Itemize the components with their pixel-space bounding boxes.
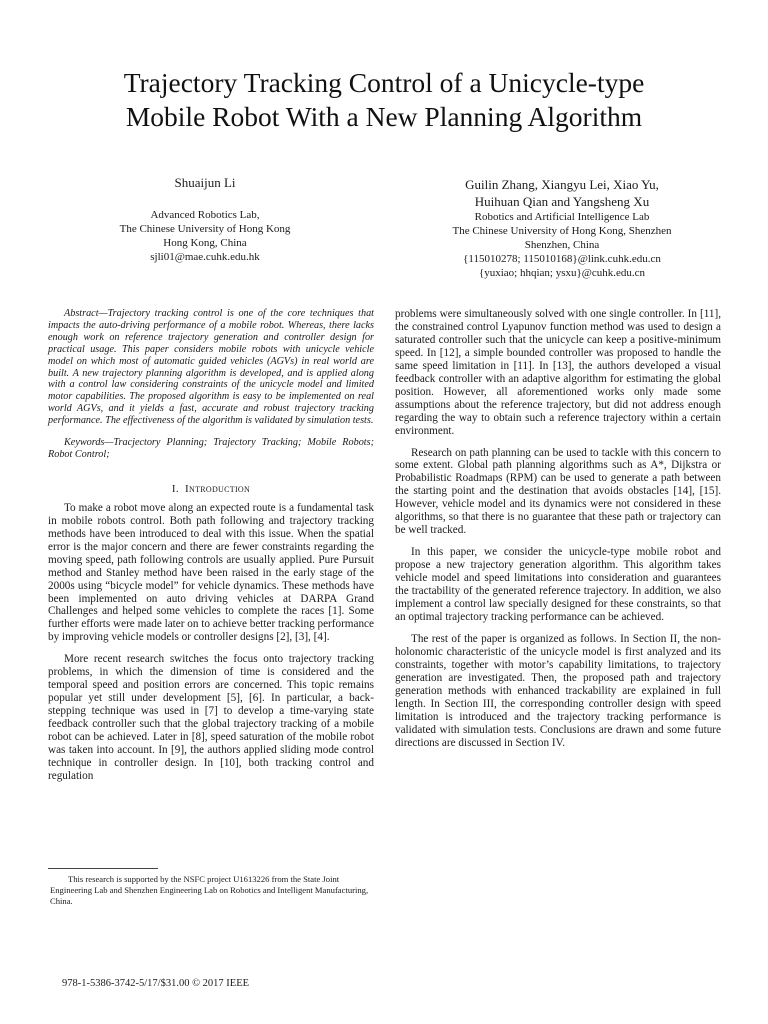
affiliation-line: Shenzhen, China xyxy=(524,239,600,251)
body-paragraph: More recent research switches the focus onto trajectory tracking problems, in which the dimension of time is considered and the temporal speed and position errors are concerned. This topic remains popular yet still under development [5], [6]. In particular, a back-stepping technique was used in [7] to develop a time-varying state feedback controller such that the global trajectory tracking of a mobile robot can be achieved. Later in [8], speed saturation of the mobile robot was taken into account. In [9], the authors applied sliding mode control technique in controller design. In [10], both tracking control and regulation xyxy=(48,653,374,782)
title-line-2: Mobile Robot With a New Planning Algorithm xyxy=(125,101,643,132)
author-name: Shuaijun Li xyxy=(174,175,236,190)
author-block-right xyxy=(412,176,712,280)
footnote: This research is supported by the NSFC project U1613226 from the State Joint Engineering Lab and Shenzhen Engineering Lab on Robotics and Intelligent Manufacturing, China. xyxy=(50,874,369,906)
author-email: {115010278; 115010168}@link.cuhk.edu.cn xyxy=(463,253,661,265)
body-paragraph: In this paper, we consider the unicycle-type mobile robot and propose a new trajectory generation algorithm. This algorithm takes vehicle model and speed limitations into consideration and guarantees the tractability of the generated reference trajectory. In addition, we also implement a control law specially designed for these constraints, so that an optimal trajectory tracking performance can be achieved. xyxy=(395,546,721,623)
section-number: I. xyxy=(171,482,179,495)
body-paragraph: Research on path planning can be used to tackle with this concern to some extent. Global path planning algorithms such as A*, Dijkstra or Probabilistic Roadmaps (RPM) can be used to generate a path between the starting point and the destination that avoids obstacles [14], [15]. However, vehicle model and its dynamics were not considered in these algorithms, so that there is no guarantee that these path or trajectory can be well tracked. xyxy=(395,446,721,537)
section-heading xyxy=(48,483,374,496)
affiliation-line: Advanced Robotics Lab, xyxy=(150,209,260,221)
affiliation-line: The Chinese University of Hong Kong, Shenzhen xyxy=(452,225,672,237)
author-names-line-2: Huihuan Qian and Yangsheng Xu xyxy=(474,194,650,209)
author-email: {yuxiao; hhqian; ysxu}@cuhk.edu.cn xyxy=(478,267,646,279)
body-paragraph: To make a robot move along an expected route is a fundamental task in mobile robots control. Both path following and trajectory tracking methods have been introduced to deal with this issue. When the spatial error is the major concern and there are fewer constraints regarding the moving speed, path following controls are usually applied. Pure Pursuit method and Stanley method have been raised in the early stage of the 2000s using “bicycle model” for vehicle dynamics. These methods have been implemented on auto driving vehicles at DARPA Grand Challenges and helped some vehicles to complete the races [1]. Some further efforts were made later on to achieve better tracking performance by improving vehicle models or controller designs [2], [3], [4]. xyxy=(48,501,374,644)
affiliation-line: The Chinese University of Hong Kong xyxy=(119,223,291,235)
body-paragraph: The rest of the paper is organized as follows. In Section II, the non-holonomic characteristic of the unicycle model is first analyzed and its constraints, together with motor’s capability limitations, to trajectory generation are investigated. Then, the proposed path and trajectory generation methods with enhanced trackability are explained in full length. In Section III, the corresponding controller design with speed limitation is introduced and the trajectory tracking performance is validated with simulation tests. Conclusions are drawn and some future directions are discussed in Section IV. xyxy=(395,632,721,749)
body-paragraph: problems were simultaneously solved with one single controller. In [11], the constrained control Lyapunov function method was used to design a saturated controller such that the unicycle can keep a positive-minimum speed. In [12], a simple bounded controller was proposed to handle the same speed limitation in [11]. In [13], the authors developed a visual feedback controller with an adaptive algorithm for estimating the global position. However, all aforementioned works only made some assumptions about the reference trajectory, but did not address enough regarding the way to obtain such a reference trajectory within a certain environment. xyxy=(395,308,721,437)
right-column xyxy=(395,308,721,759)
keywords: Keywords—Tracjectory Planning; Trajectory Tracking; Mobile Robots; Robot Control; xyxy=(48,437,374,460)
title-line-1: Trajectory Tracking Control of a Unicycle-type xyxy=(123,67,645,98)
affiliation-line: Robotics and Artificial Intelligence Lab xyxy=(474,211,650,223)
footnote-divider xyxy=(48,868,158,869)
author-block-left xyxy=(60,174,350,264)
section-title: Introduction xyxy=(185,482,251,495)
author-email: sjli01@mae.cuhk.edu.hk xyxy=(150,251,260,263)
affiliation-line: Hong Kong, China xyxy=(163,237,247,249)
abstract: Abstract—Trajectory tracking control is one of the core techniques that impacts the auto-driving performance of a mobile robot. Whereas, there lacks enough work on reference trajectory generation and controller design for practical usage. This paper considers mobile robots with unicycle vehicle model on which most of automatic guided vehicles (AGVs) in real world are built. A new trajectory planning algorithm is developed, and is applied along with a control law considering constraints of the unicycle model and limited motor capabilities. The proposed algorithm is easy to be implemented on real world AGVs, and it yields a fast, accurate and robust trajectory tracking performance. The effectiveness of the algorithm is validated by simulation tests. xyxy=(48,308,374,427)
author-names-line-1: Guilin Zhang, Xiangyu Lei, Xiao Yu, xyxy=(465,177,659,192)
left-column xyxy=(48,308,374,792)
paper-title xyxy=(40,66,728,134)
copyright-notice: 978-1-5386-3742-5/17/$31.00 © 2017 IEEE xyxy=(62,978,250,989)
